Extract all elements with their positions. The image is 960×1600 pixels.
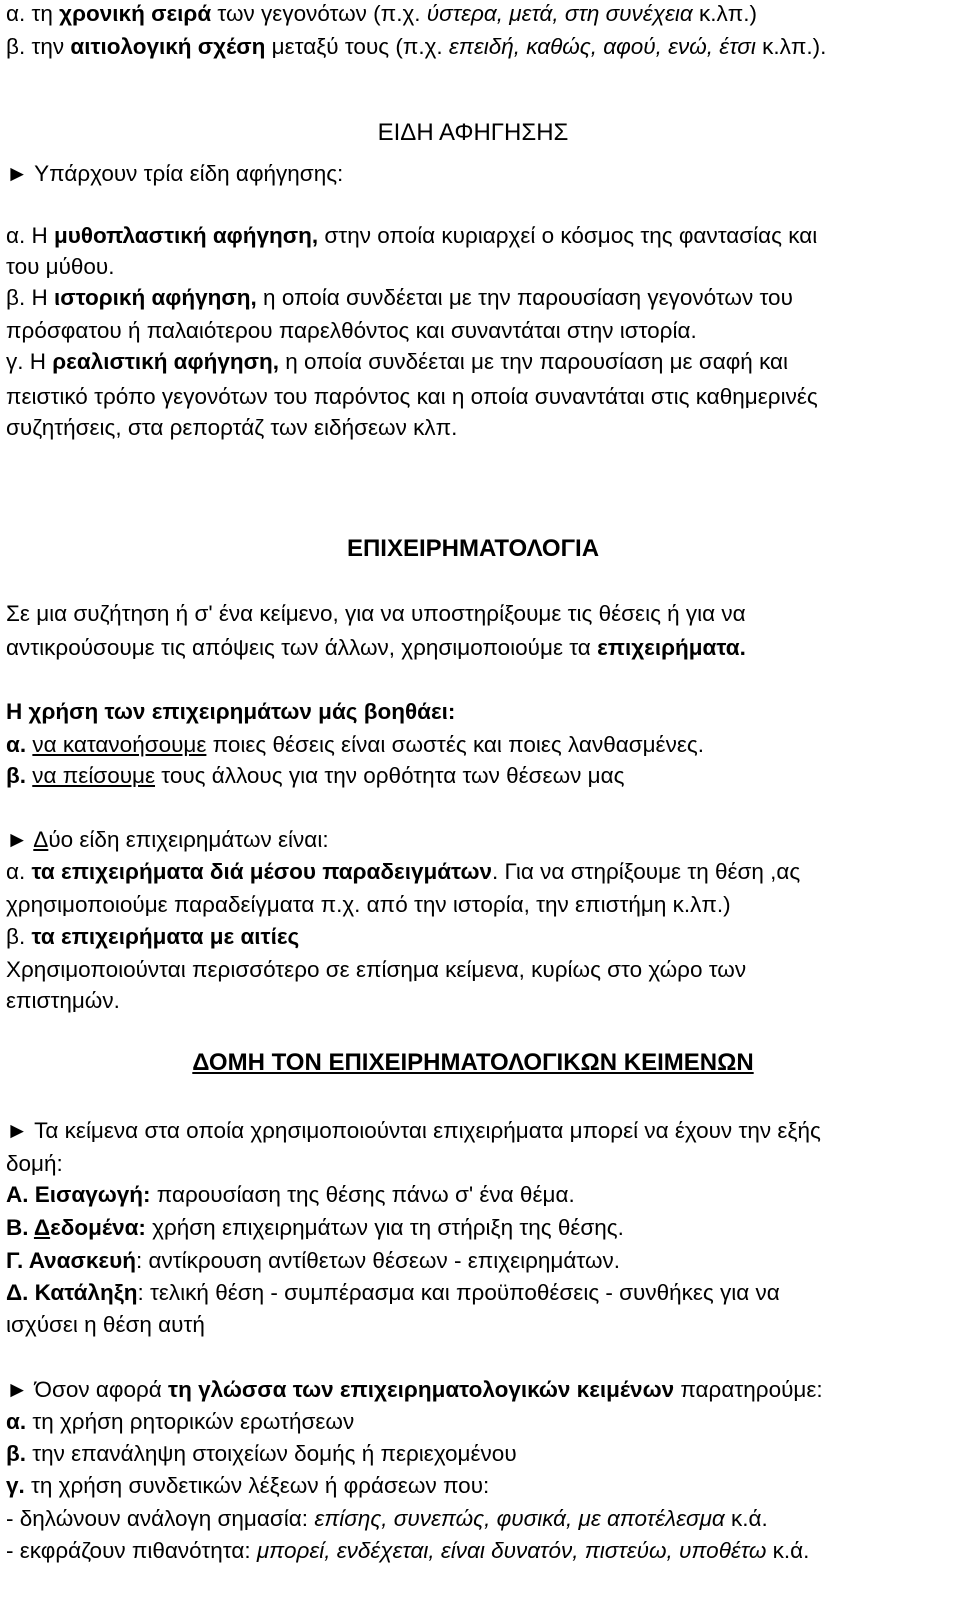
list-marker: γ. <box>6 1473 25 1498</box>
structure-heading: ΔΟΜΗ ΤΟΝ ΕΠΙΧΕΙΡΗΜΑΤΟΛΟΓΙΚΩΝ ΚΕΙΜΕΝΩΝ <box>192 1049 754 1076</box>
text: η οποία συνδέεται με την παρουσίαση με σαφή και <box>279 349 789 374</box>
narration-intro <box>6 160 343 188</box>
text: Υπάρχουν τρία είδη αφήγησης: <box>28 161 344 186</box>
argument-type-a <box>6 858 800 886</box>
text: η οποία συνδέεται με την παρουσίαση γεγονότων του <box>256 285 793 310</box>
narration-a-cont: του μύθου. <box>6 254 115 279</box>
text: στην οποία κυριαρχεί ο κόσμος της φαντασίας και <box>318 223 818 248</box>
underlined-letter: Δ <box>33 1215 51 1240</box>
italic-examples: επειδή, καθώς, αφού, ενώ, έτσι <box>448 34 756 59</box>
argument-use-heading: Η χρήση των επιχειρημάτων μάς βοηθάει: <box>6 699 456 724</box>
text: : αντίκρουση αντίθετων θέσεων - επιχειρημάτων. <box>135 1248 621 1273</box>
narration-b-line <box>6 284 793 312</box>
text: α. Η <box>6 223 55 248</box>
argumentation-heading: ΕΠΙΧΕΙΡΗΜΑΤΟΛΟΓΙΑ <box>346 535 600 562</box>
causal-line <box>6 33 826 61</box>
text: β. την <box>6 34 71 59</box>
structure-intro <box>6 1117 821 1145</box>
language-d1 <box>6 1505 768 1533</box>
bold-term: αιτιολογική σχέση <box>70 34 266 59</box>
structure-g <box>6 1247 620 1275</box>
italic-examples: μπορεί, ενδέχεται, είναι δυνατόν, πιστεύω, υποθέτω <box>256 1538 767 1563</box>
structure-b <box>6 1214 624 1242</box>
sequence-line <box>6 0 757 28</box>
argument-type-b-cont2: επιστημών. <box>6 988 120 1013</box>
text: . Για να στηρίξουμε τη θέση ,ας <box>492 859 801 884</box>
bold-term: μυθοπλαστική αφήγηση, <box>54 223 319 248</box>
text: τη χρήση ρητορικών ερωτήσεων <box>26 1409 355 1434</box>
text: κ.ά. <box>766 1538 810 1563</box>
arrow-icon: ► <box>6 1118 29 1143</box>
language-d2 <box>6 1537 809 1565</box>
text: Τα κείμενα στα οποία χρησιμοποιούνται επιχειρήματα μπορεί να έχουν την εξής <box>28 1118 821 1143</box>
bold-term: τα επιχειρήματα με αιτίες <box>31 924 300 949</box>
structure-d <box>6 1279 780 1307</box>
underlined-term: να κατανοήσουμε <box>32 732 207 757</box>
underlined-term: να πείσουμε <box>32 763 156 788</box>
underlined-letter: Δ <box>33 827 49 852</box>
list-marker: α. <box>6 732 27 757</box>
text: β. <box>6 924 32 949</box>
text: κ.λπ.). <box>755 34 827 59</box>
argumentation-p1: Σε μια συζήτηση ή σ' ένα κείμενο, για να υποστηρίξουμε τις θέσεις ή για να <box>6 601 746 626</box>
narration-c-cont: πειστικό τρόπο γεγονότων του παρόντος και η οποία συναντάται στις καθημερινές <box>6 384 818 409</box>
argument-type-a-cont: χρησιμοποιούμε παραδείγματα π.χ. από την ιστορία, την επιστήμη κ.λπ.) <box>6 892 731 917</box>
list-marker: α. <box>6 1409 27 1434</box>
structure-a <box>6 1181 575 1209</box>
text: παρατηρούμε: <box>674 1377 823 1402</box>
text: - δηλώνουν ανάλογη σημασία: <box>6 1506 315 1531</box>
text: την επανάληψη στοιχείων δομής ή περιεχομένου <box>25 1441 517 1466</box>
argument-type-b-cont: Χρησιμοποιούνται περισσότερο σε επίσημα κείμενα, κυρίως στο χώρο των <box>6 957 747 982</box>
text: κ.λπ.) <box>692 1 757 26</box>
structure-intro-cont: δομή: <box>6 1151 63 1176</box>
language-intro <box>6 1376 823 1404</box>
language-a <box>6 1408 354 1436</box>
italic-examples: ύστερα, μετά, στη συνέχεια <box>426 1 693 26</box>
structure-d-cont: ισχύσει η θέση αυτή <box>6 1312 205 1337</box>
text: κ.ά. <box>724 1506 768 1531</box>
text: αντικρούσουμε τις απόψεις των άλλων, χρησιμοποιούμε τα <box>6 635 598 660</box>
bold-term: τα επιχειρήματα διά μέσου παραδειγμάτων <box>31 859 492 884</box>
narration-c-line <box>6 348 788 376</box>
argumentation-p2 <box>6 634 746 662</box>
text: χρήση επιχειρημάτων για τη στήριξη της θέσης. <box>145 1215 624 1240</box>
text: γ. Η <box>6 349 53 374</box>
text: ύο είδη επιχειρημάτων είναι: <box>48 827 329 852</box>
argument-types-intro <box>6 826 329 854</box>
bold-term: ιστορική αφήγηση, <box>53 285 257 310</box>
list-marker: β. <box>6 763 26 788</box>
text: α. <box>6 859 32 884</box>
text: τη χρήση συνδετικών λέξεων ή φράσεων που: <box>24 1473 490 1498</box>
text: α. τη <box>6 1 60 26</box>
narration-c-cont2: συζητήσεις, στα ρεπορτάζ των ειδήσεων κλπ. <box>6 415 458 440</box>
arrow-icon: ► <box>6 161 29 186</box>
text: τους άλλους για την ορθότητα των θέσεων μας <box>155 763 625 788</box>
argument-use-a <box>6 731 704 759</box>
narration-a-line <box>6 222 817 250</box>
text: παρουσίαση της θέσης πάνω σ' ένα θέμα. <box>150 1182 575 1207</box>
bold-term: ρεαλιστική αφήγηση, <box>52 349 280 374</box>
text: - εκφράζουν πιθανότητα: <box>6 1538 257 1563</box>
bold-term: χρονική σειρά <box>59 1 212 26</box>
text: Όσον αφορά <box>28 1377 169 1402</box>
argument-use-b <box>6 762 624 790</box>
narration-b-cont: πρόσφατου ή παλαιότερου παρελθόντος και συναντάται στην ιστορία. <box>6 318 697 343</box>
bold-term: Γ. Ανασκευή <box>6 1248 136 1273</box>
bold-term: Δ. Κατάληξη <box>6 1280 138 1305</box>
list-marker: β. <box>6 1441 26 1466</box>
text: των γεγονότων (π.χ. <box>211 1 427 26</box>
bold-term: Α. Εισαγωγή: <box>6 1182 151 1207</box>
text: μεταξύ τους (π.χ. <box>265 34 449 59</box>
arrow-icon: ► <box>6 827 29 852</box>
bold-term: επιχειρήματα. <box>597 635 746 660</box>
text: ποιες θέσεις είναι σωστές και ποιες λανθασμένες. <box>206 732 704 757</box>
argument-type-b <box>6 923 299 951</box>
narration-heading: ΕΙΔΗ ΑΦΗΓΗΣΗΣ <box>377 119 569 146</box>
arrow-icon: ► <box>6 1377 29 1402</box>
bold-term: τη γλώσσα των επιχειρηματολογικών κειμένων <box>168 1377 675 1402</box>
text: : τελική θέση - συμπέρασμα και προϋποθέσεις - συνθήκες για να <box>137 1280 780 1305</box>
italic-examples: επίσης, συνεπώς, φυσικά, με αποτέλεσμα <box>314 1506 725 1531</box>
language-c <box>6 1472 489 1500</box>
language-b <box>6 1440 517 1468</box>
bold-term: εδομένα: <box>50 1215 146 1240</box>
text: β. Η <box>6 285 54 310</box>
bold-term: Β. <box>6 1215 34 1240</box>
